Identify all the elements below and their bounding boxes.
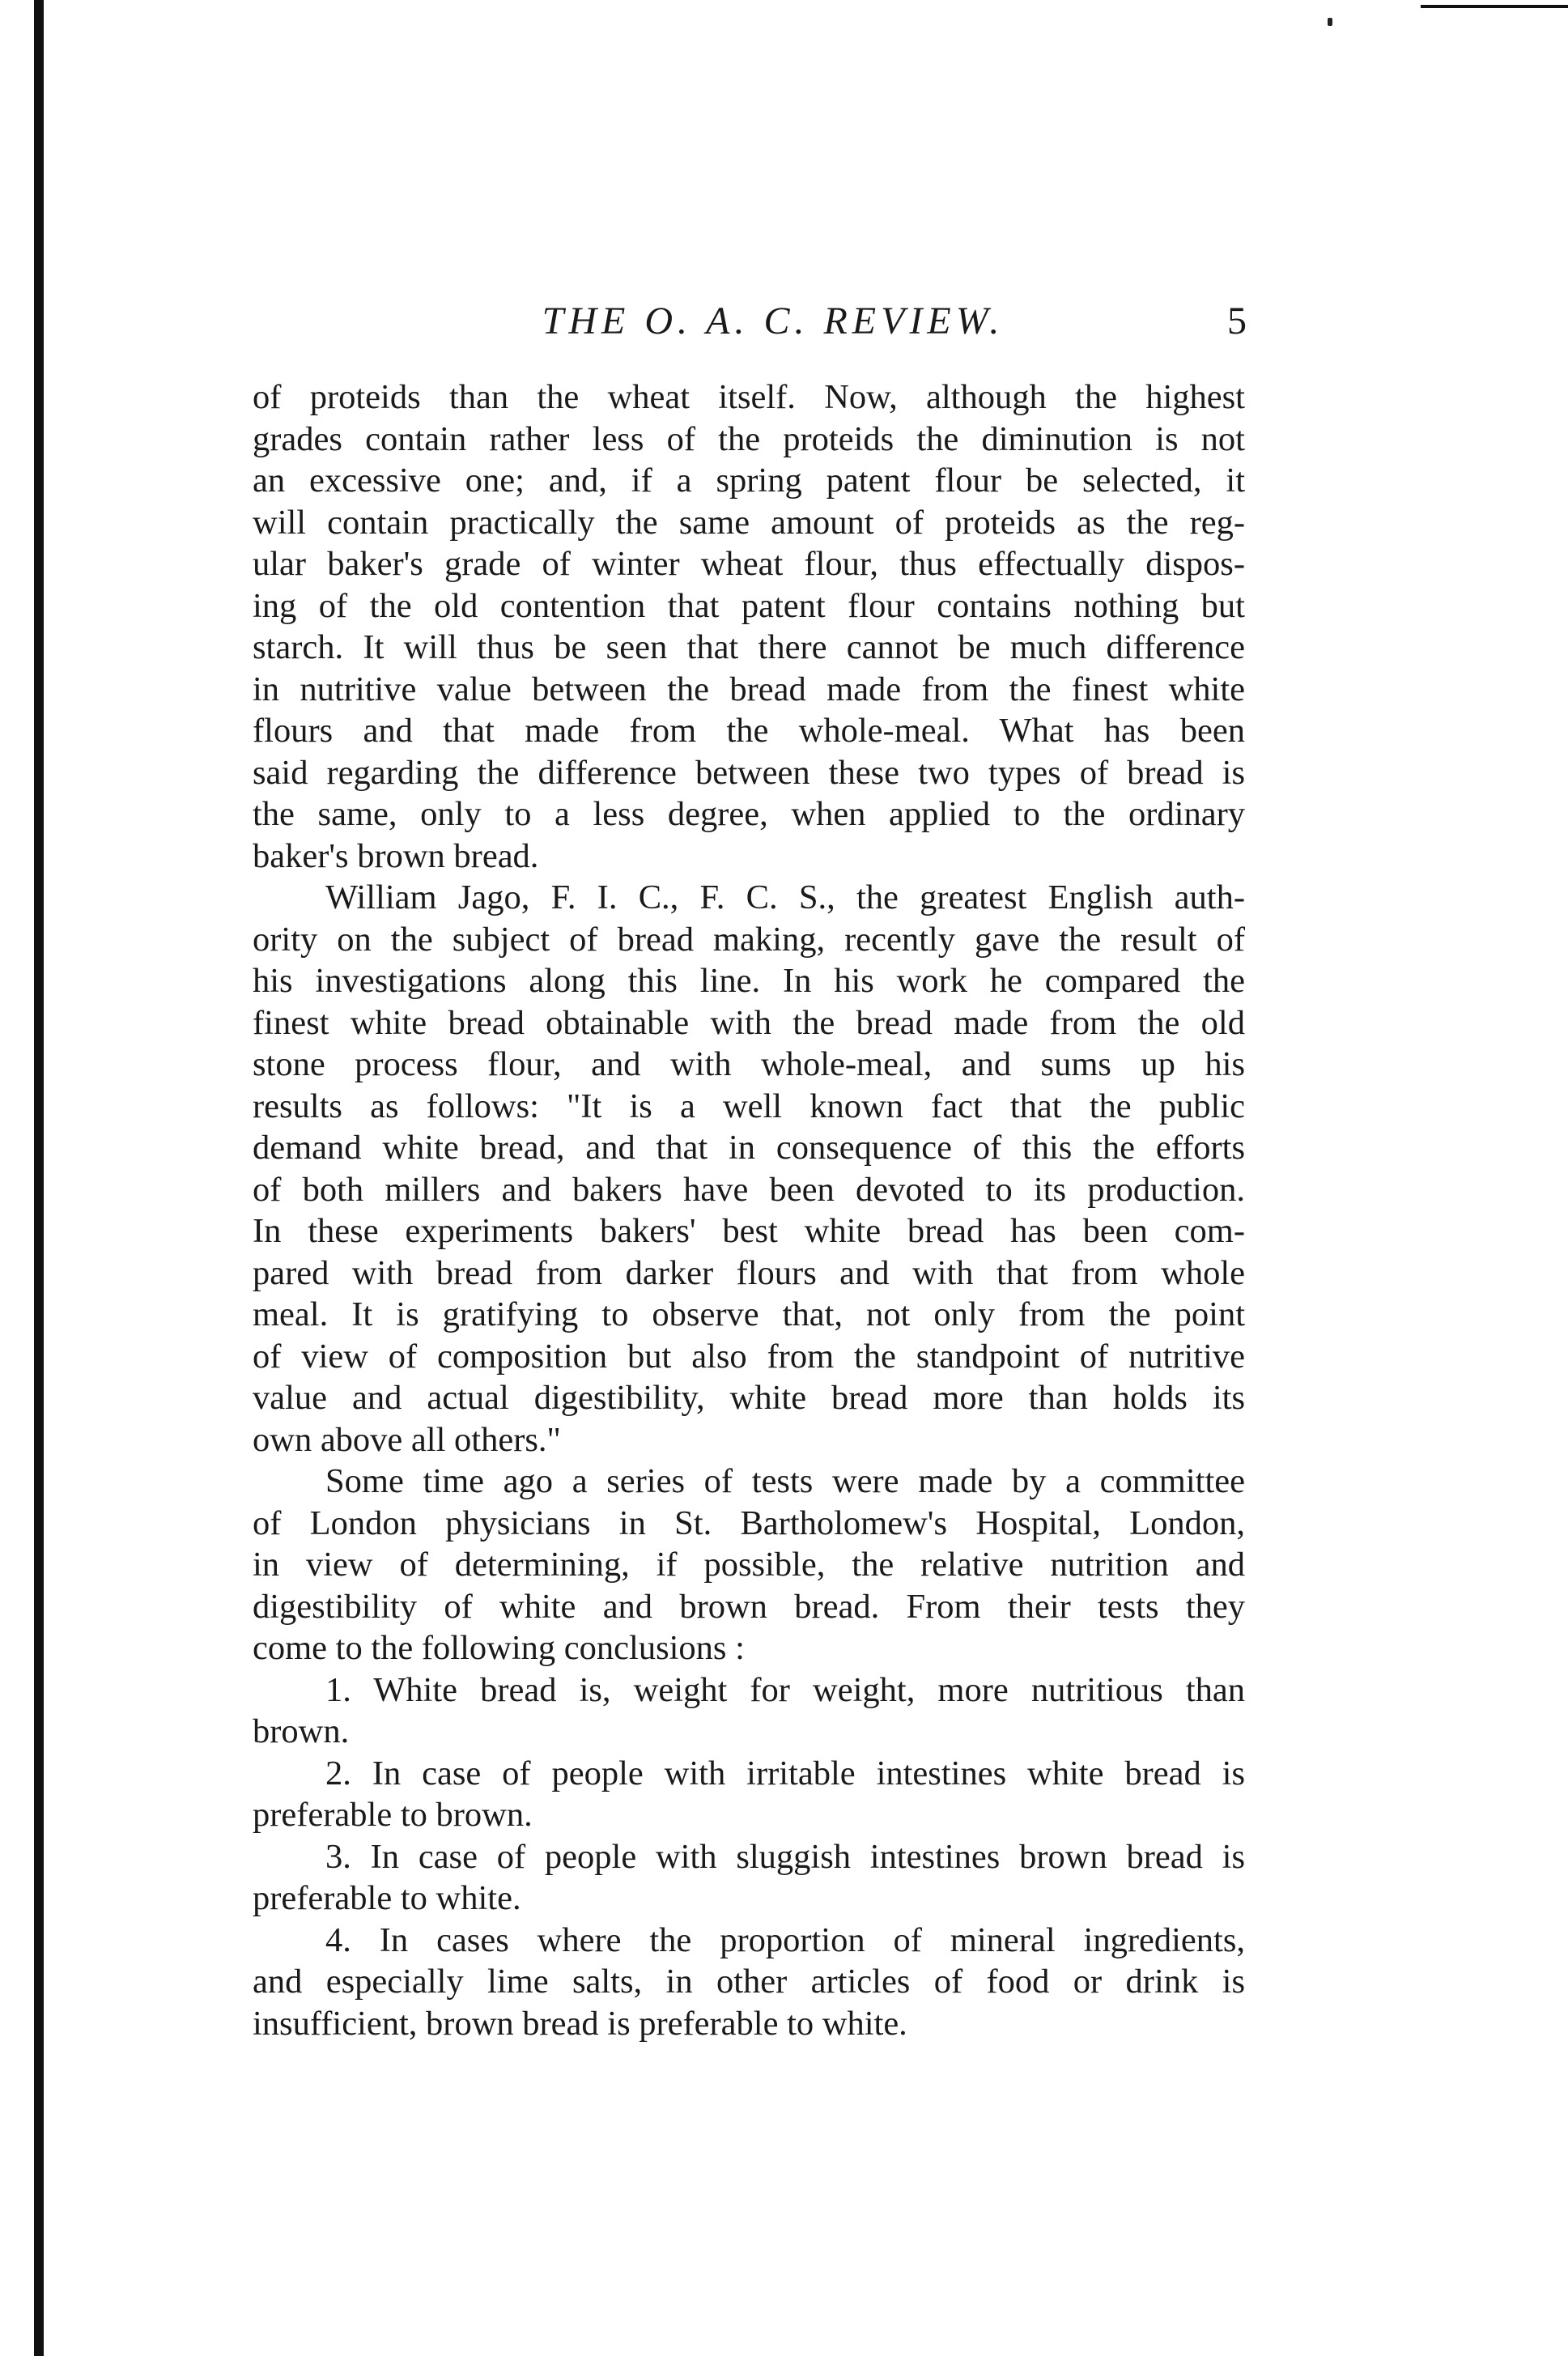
text-line: stone process flour, and with whole-meal, and sums up his xyxy=(253,1045,1245,1083)
text-line: in nutritive value between the bread made from the finest white xyxy=(253,670,1245,708)
text-line: 2. In case of people with irritable intestines white bread is xyxy=(325,1754,1245,1793)
text-line: preferable to brown. xyxy=(253,1796,533,1834)
text-line: of London physicians in St. Bartholomew's Hospital, London, xyxy=(253,1503,1245,1542)
text-line: demand white bread, and that in consequence of this the efforts xyxy=(253,1129,1245,1167)
text-line: results as follows: "It is a well known fact that the public xyxy=(253,1087,1245,1125)
text-line: value and actual digestibility, white bread more than holds its xyxy=(253,1379,1245,1417)
text-line: of both millers and bakers have been devoted to its production. xyxy=(253,1170,1245,1209)
text-line: ular baker's grade of winter wheat flour, thus effectually dispos- xyxy=(253,545,1245,583)
text-line: and especially lime salts, in other articles of food or drink is xyxy=(253,1963,1245,2001)
text-line: 4. In cases where the proportion of mineral ingredients, xyxy=(325,1920,1245,1959)
text-line: brown. xyxy=(253,1712,350,1750)
text-line: come to the following conclusions : xyxy=(253,1629,745,1667)
body-text xyxy=(253,376,1245,2044)
text-line: pared with bread from darker flours and with that from whole xyxy=(253,1253,1245,1292)
text-line: finest white bread obtainable with the bread made from the old xyxy=(253,1003,1245,1042)
text-line: meal. It is gratifying to observe that, not only from the point xyxy=(253,1295,1245,1333)
text-line: in view of determining, if possible, the relative nutrition and xyxy=(253,1546,1245,1584)
text-line: his investigations along this line. In his work he compared the xyxy=(253,962,1245,1000)
scan-speck xyxy=(1328,18,1332,26)
text-line: own above all others." xyxy=(253,1420,561,1459)
page-number: 5 xyxy=(1227,300,1247,342)
text-line: In these experiments bakers' best white bread has been com- xyxy=(253,1212,1245,1250)
text-line: ing of the old contention that patent flour contains nothing but xyxy=(253,586,1245,625)
text-line: said regarding the difference between these two types of bread is xyxy=(253,753,1245,792)
scan-edge-bar xyxy=(34,0,44,2356)
running-head xyxy=(243,293,1247,350)
text-line: an excessive one; and, if a spring patent flour be selected, it xyxy=(253,461,1245,500)
text-line: insufficient, brown bread is preferable to white. xyxy=(253,2004,907,2043)
text-line: of proteids than the wheat itself. Now, although the highest xyxy=(253,378,1245,416)
text-line: William Jago, F. I. C., F. C. S., the greatest English auth- xyxy=(325,878,1245,916)
text-line: ority on the subject of bread making, recently gave the result of xyxy=(253,920,1245,959)
running-title: THE O. A. C. REVIEW. xyxy=(542,300,1005,342)
text-line: flours and that made from the whole-meal. What has been xyxy=(253,712,1245,750)
text-line: 3. In case of people with sluggish intestines brown bread is xyxy=(325,1837,1245,1876)
text-line: the same, only to a less degree, when applied to the ordinary xyxy=(253,795,1245,833)
text-line: of view of composition but also from the standpoint of nutritive xyxy=(253,1337,1245,1376)
text-line: will contain practically the same amount of proteids as the reg- xyxy=(253,503,1245,542)
text-line: grades contain rather less of the proteids the diminution is not xyxy=(253,419,1245,458)
text-line: baker's brown bread. xyxy=(253,836,539,875)
text-line: Some time ago a series of tests were made by a committee xyxy=(325,1462,1245,1500)
text-line: digestibility of white and brown bread. From their tests they xyxy=(253,1587,1245,1626)
text-line: starch. It will thus be seen that there cannot be much difference xyxy=(253,628,1245,666)
scan-top-rule xyxy=(1421,5,1568,8)
text-line: preferable to white. xyxy=(253,1879,521,1917)
text-line: 1. White bread is, weight for weight, more nutritious than xyxy=(325,1670,1245,1709)
